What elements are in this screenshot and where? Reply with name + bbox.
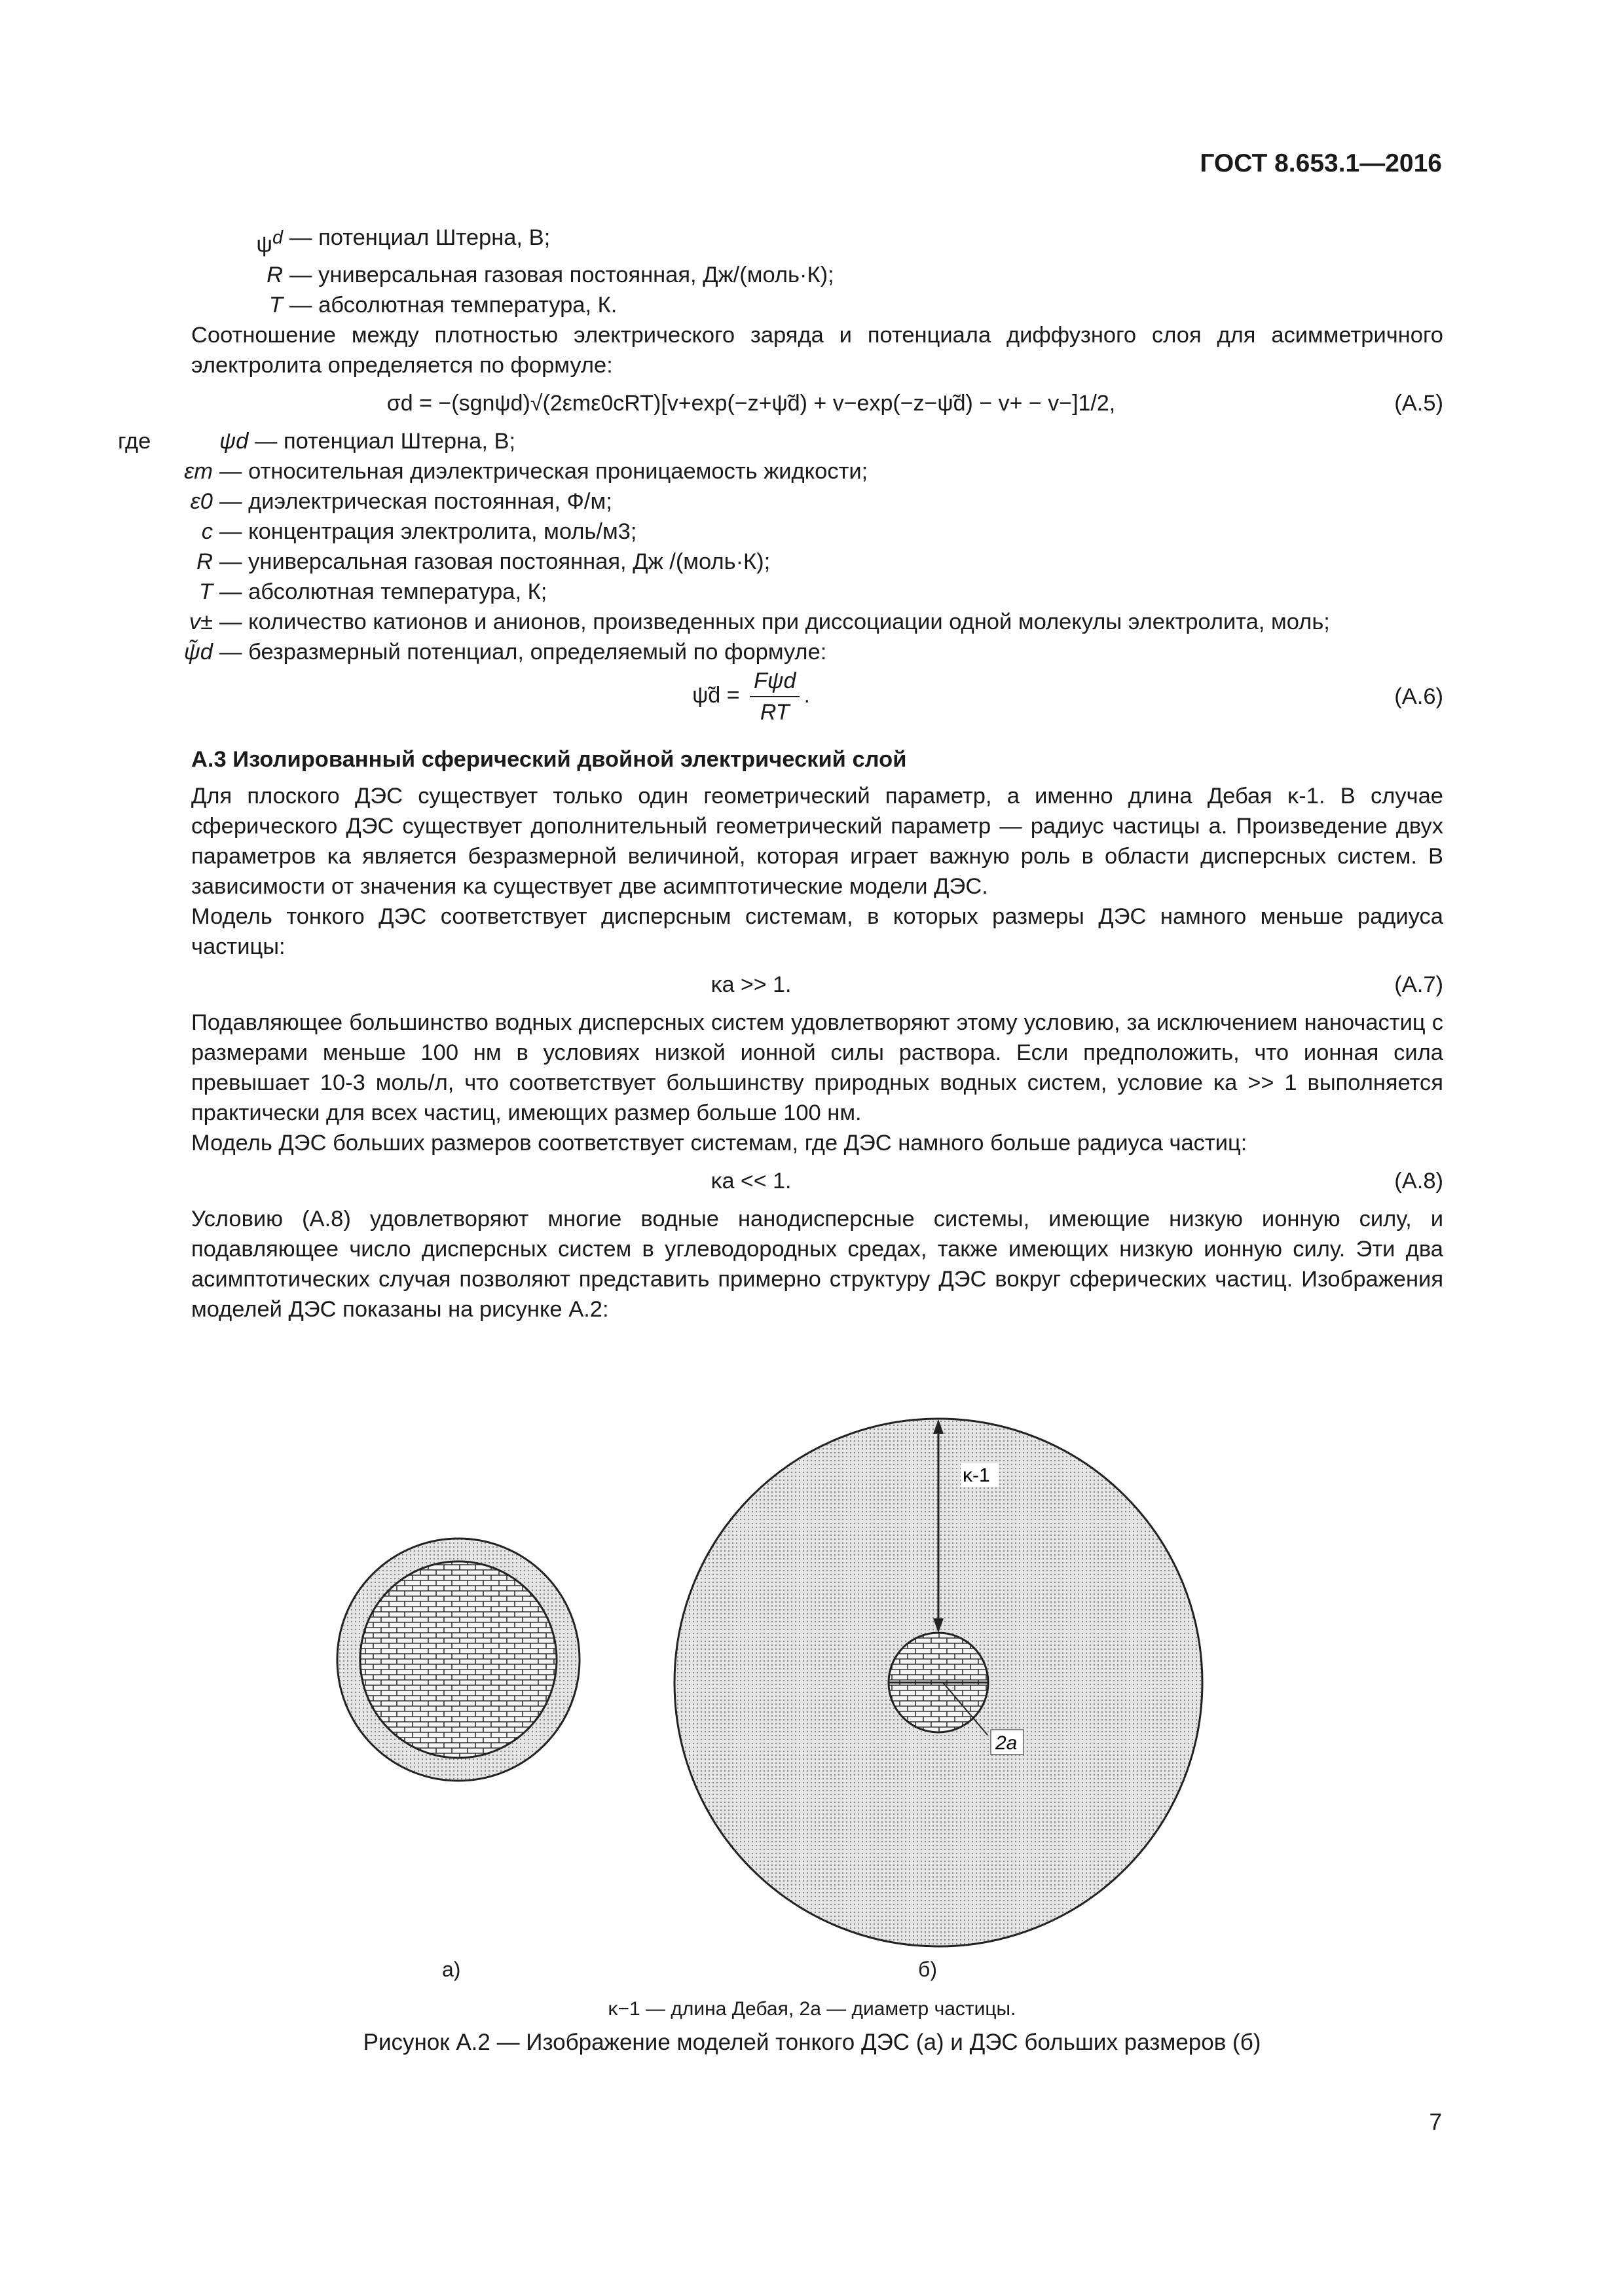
formula-a6: ψ̃d = Fψd RT . (А.6) (118, 667, 1443, 726)
figure-a2 (0, 1408, 1624, 1997)
def-item: εm — относительная диэлектрическая проницаемость жидкости; (184, 458, 868, 484)
def-item: ε0 — диэлектрическая постоянная, Ф/м; (190, 488, 612, 514)
page-number: 7 (1429, 2109, 1442, 2135)
formula-a7-expr: κa >> 1. (710, 972, 792, 997)
formula-a8-number: (А.8) (1394, 1168, 1443, 1194)
paragraph-2: Для плоского ДЭС существует только один геометрический параметр, а именно длина Дебая κ-1. В случае сферического ДЭС существует дополнительный геометрический параметр — радиус частицы a. Произведение двух параметров κa является безразмерной величиной, которая играет важную роль в области дисперсных систем. В зависимости от значения κa существует две асимптотические модели ДЭС. (191, 783, 1443, 899)
kappa-label: κ-1 (963, 1465, 990, 1486)
def-item: v± — количество катионов и анионов, произведенных при диссоциации одной молекулы электролита, моль; (189, 609, 1330, 634)
diameter-label: 2a (995, 1732, 1018, 1754)
figure-legend: κ−1 — длина Дебая, 2а — диаметр частицы. (608, 1998, 1016, 2020)
def-item: T — абсолютная температура, К; (198, 579, 547, 604)
formula-a5-expr: σd = −(sgnψd)√(2εmε0cRT)[v+exp(−z+ψ̃d) + v−exp(−z−ψ̃d) − v+ − v−]1/2, (386, 390, 1116, 416)
formula-a5 (118, 380, 1443, 426)
def-item: где ψd — потенциал Штерна, В; (118, 428, 516, 454)
intro-def-t: T — абсолютная температура, К. (268, 292, 618, 318)
paragraph-1: Соотношение между плотностью электрического заряда и потенциала диффузного слоя для асимметричного электролита определяется по формуле: (191, 322, 1443, 378)
formula-a8-expr: κa << 1. (710, 1168, 792, 1194)
formula-a6-number: (А.6) (1394, 683, 1443, 709)
def-item: c — концентрация электролита, моль/м3; (201, 519, 637, 544)
formula-a7 (118, 962, 1443, 1008)
paragraph-4: Подавляющее большинство водных дисперсных систем удовлетворяют этому условию, за исключением наночастиц с размерами меньше 100 нм в условиях низкой ионной силы раствора. Если предположить, что ионная сила превышает 10-3 моль/л, что соответствует большинству природных водных систем, условие κa >> 1 выполняется практически для всех частиц, имеющих размер больше 100 нм. (191, 1010, 1443, 1125)
subfigure-b-label: б) (918, 1958, 937, 1981)
formula-a5-number: (А.5) (1394, 390, 1443, 416)
formula-a8 (118, 1158, 1443, 1204)
intro-def-psi: $\psi^d$ — потенциал Штерна, В; (256, 225, 551, 257)
paragraph-5: Модель ДЭС больших размеров соответствует системам, где ДЭС намного больше радиуса частиц: (191, 1130, 1247, 1156)
page-body (118, 223, 1443, 1324)
figure-caption: Рисунок А.2 — Изображение моделей тонкого ДЭС (а) и ДЭС больших размеров (б) (363, 2030, 1261, 2055)
model-a-particle (360, 1561, 557, 1758)
standard-header: ГОСТ 8.653.1—2016 (1200, 149, 1442, 177)
formula-a6-denominator: RT (760, 699, 790, 725)
paragraph-6: Условию (А.8) удовлетворяют многие водные нанодисперсные системы, имеющие низкую ионную силу, и подавляющее число дисперсных систем в углеводородных средах, также имеющих низкую ионную силу. Эти два асимптотических случая позволяют представить примерно структуру ДЭС вокруг сферических частиц. Изображения моделей ДЭС показаны на рисунке А.2: (191, 1206, 1443, 1322)
definitions-list (118, 426, 1443, 667)
intro-def-r: R — универсальная газовая постоянная, Дж/(моль·К); (267, 262, 834, 287)
subfigure-a-label: а) (442, 1958, 461, 1981)
def-item: ψ̃d — безразмерный потенциал, определяемый по формуле: (183, 639, 827, 665)
formula-a7-number: (А.7) (1394, 972, 1443, 997)
formula-a6-lhs: ψ̃d = (692, 682, 740, 708)
section-title: А.3 Изолированный сферический двойной электрический слой (191, 746, 907, 772)
def-item: R — универсальная газовая постоянная, Дж /(моль·К); (196, 549, 771, 574)
formula-a6-numerator: Fψd (750, 666, 800, 697)
paragraph-3: Модель тонкого ДЭС соответствует дисперсным системам, в которых размеры ДЭС намного меньше радиуса частицы: (191, 903, 1443, 959)
